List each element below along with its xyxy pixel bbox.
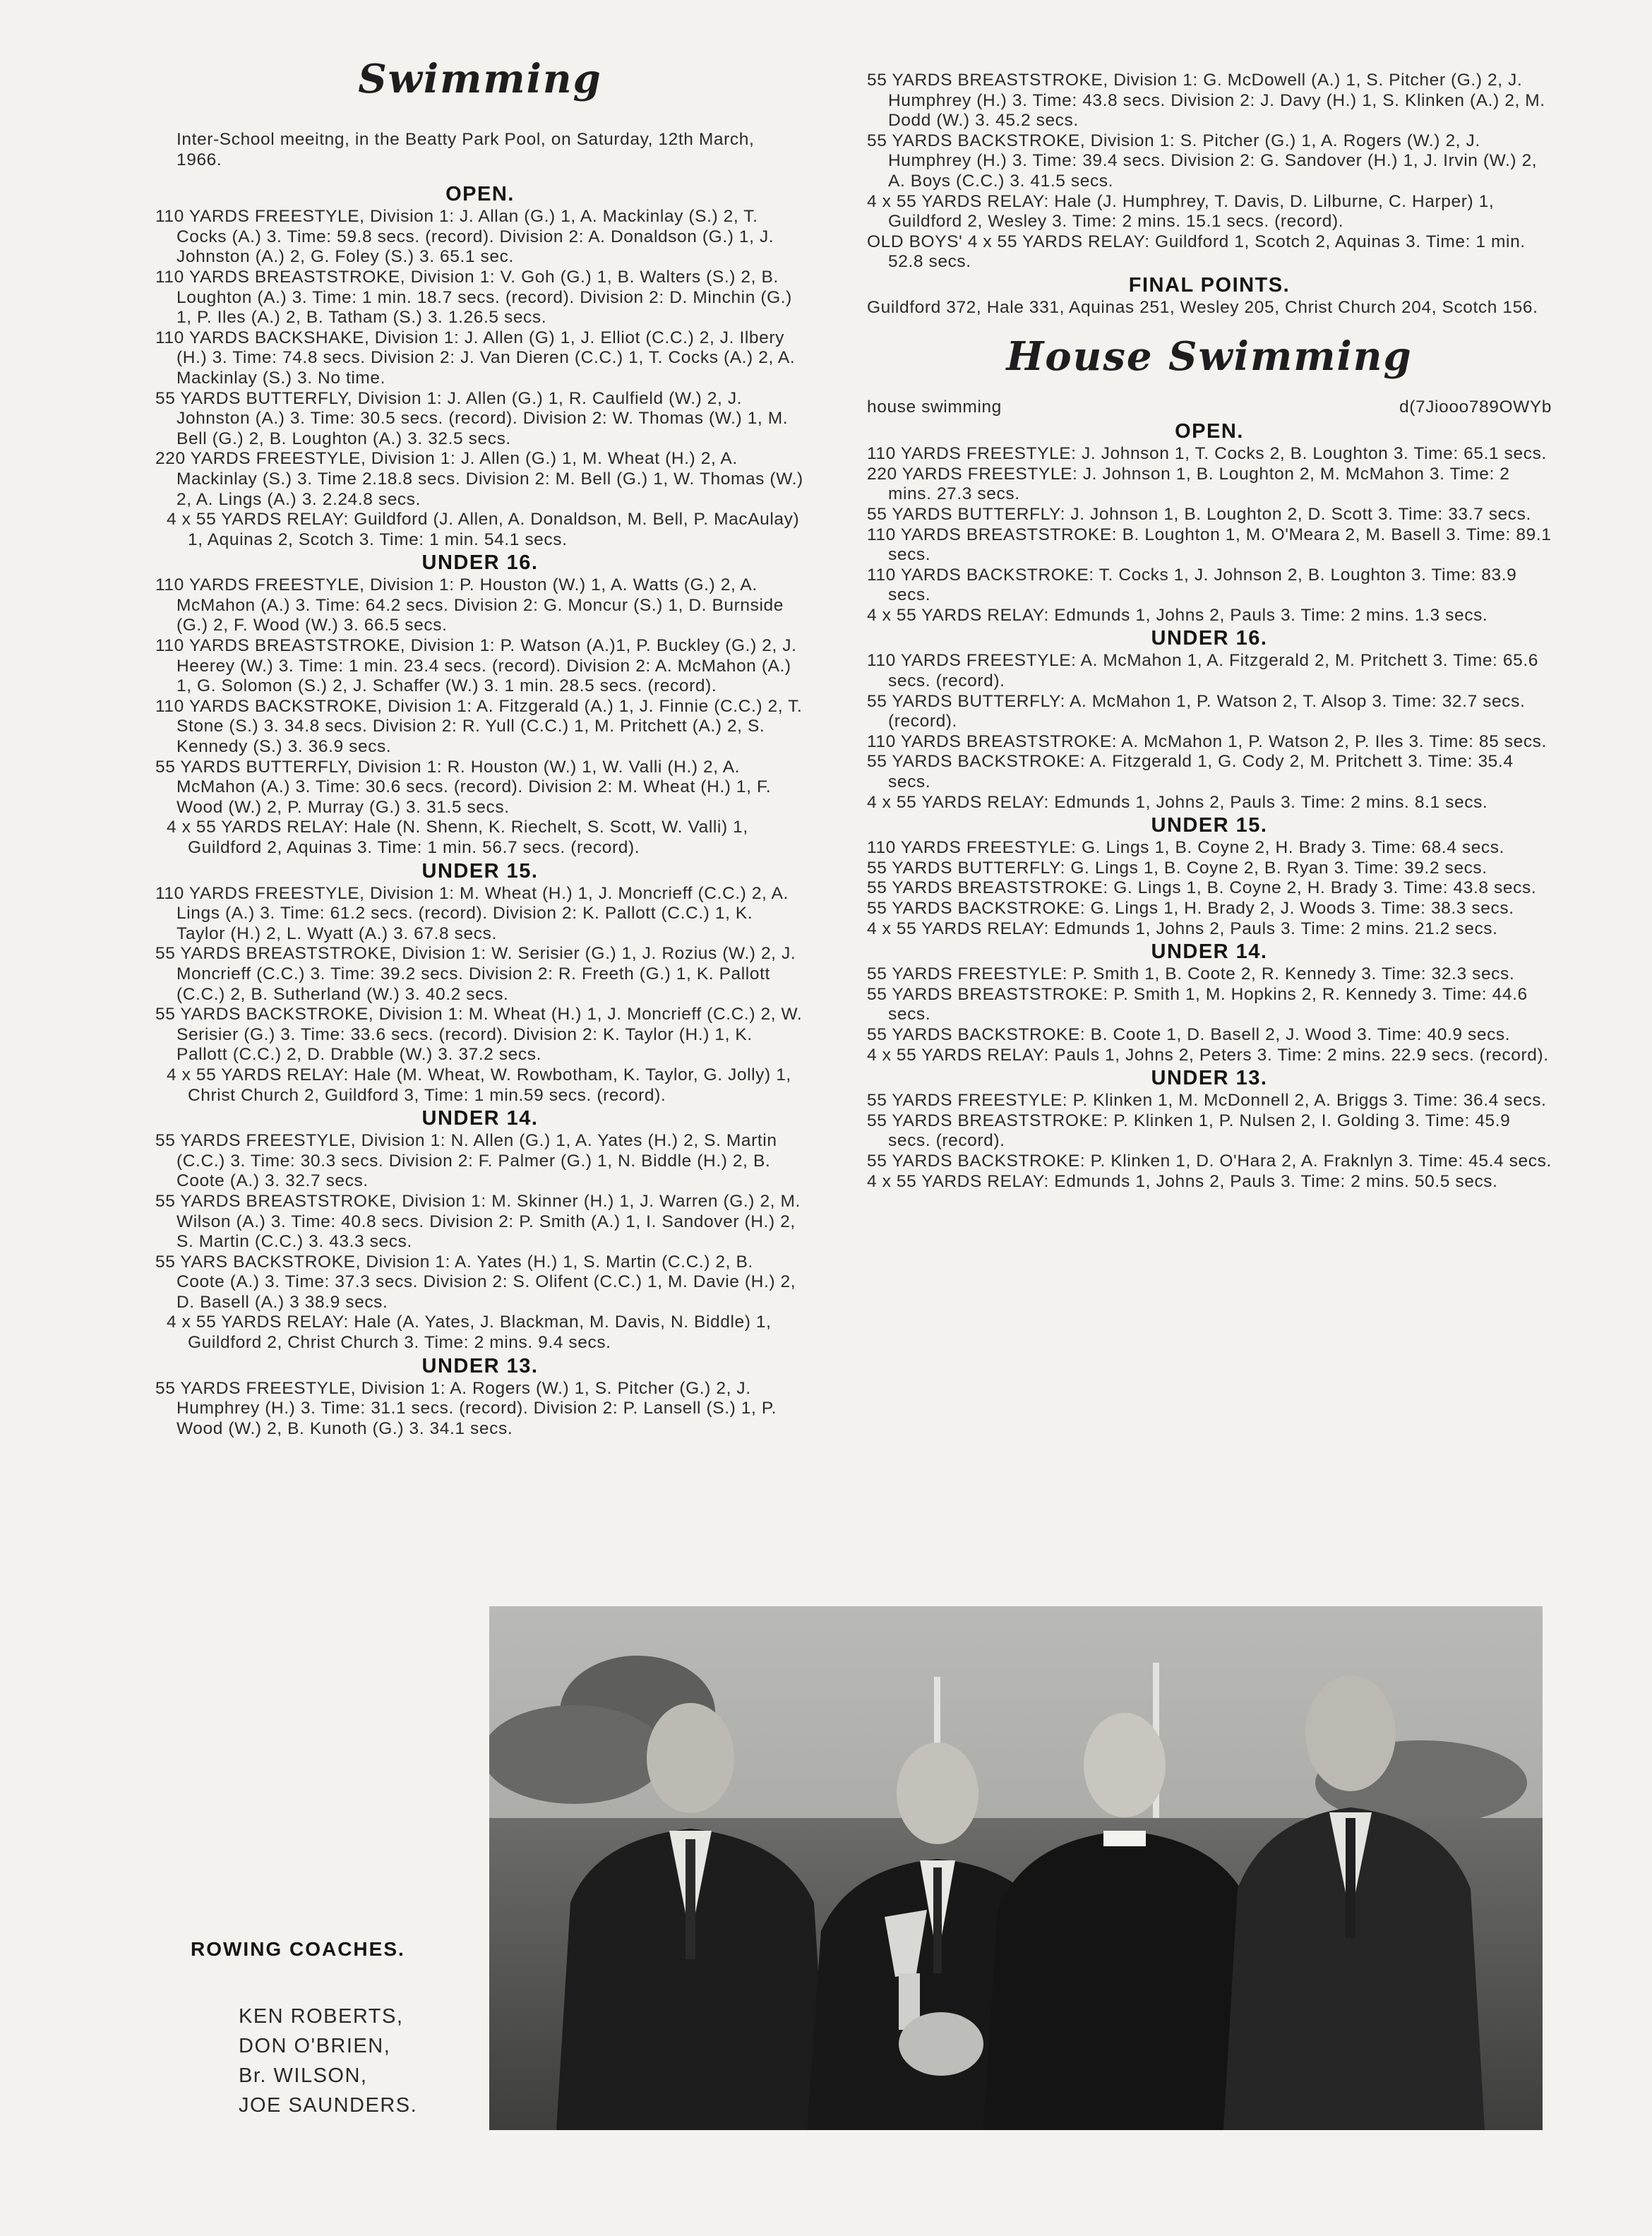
result-entry: 110 YARDS FREESTYLE, Division 1: P. Houston (W.) 1, A. Watts (G.) 2, A. McMahon (A.) 3. Time: 64.2 secs. Division 2: G. Moncur (S.) 1, D. Burnside (G.) 2, F. Wood (W.) 3. 66.5 secs. (155, 575, 784, 635)
result-entry: 4 x 55 YARDS RELAY: Edmunds 1, Johns 2, Pauls 3. Time: 2 mins. 21.2 secs. (867, 919, 1498, 938)
result-entry: 4 x 55 YARDS RELAY: Pauls 1, Johns 2, Peters 3. Time: 2 mins. 22.9 secs. (record). (867, 1045, 1549, 1065)
result-entry: 110 YARDS BREASTSTROKE, Division 1: V. Goh (G.) 1, B. Walters (S.) 2, B. Loughton (A.) 3. Time: 1 min. 18.7 secs. (record). Division 2: D. Minchin (G.) 1, P. Iles (A.) 2, B. Tatham (S.) 3. 1.26.5 secs. (155, 267, 792, 328)
result-entry: OLD BOYS' 4 x 55 YARDS RELAY: Guildford 1, Scotch 2, Aquinas 3. Time: 1 min. 52.8 secs. (867, 232, 1526, 272)
result-entry: 4 x 55 YARDS RELAY: Hale (M. Wheat, W. Rowbotham, K. Taylor, G. Jolly) 1, Christ Church 2, Guildford 3, Time: 1 min.59 secs. (record). (167, 1065, 791, 1105)
result-entry: 4 x 55 YARDS RELAY: Hale (A. Yates, J. Blackman, M. Davis, N. Biddle) 1, Guildford 2, Christ Church 3. Time: 2 mins. 9.4 secs. (167, 1313, 772, 1353)
result-entry: 55 YARDS BREASTSTROKE: P. Smith 1, M. Hopkins 2, R. Kennedy 3. Time: 44.6 secs. (867, 984, 1528, 1024)
under-15-heading: UNDER 15. (421, 859, 539, 883)
result-entry: 55 YARDS BREASTSTROKE: P. Klinken 1, P. Nulsen 2, I. Golding 3. Time: 45.9 secs. (record). (867, 1111, 1511, 1151)
result-entry: 220 YARDS FREESTYLE, Division 1: J. Allen (G.) 1, M. Wheat (H.) 2, A. Mackinlay (S.) 3. Time 2.18.8 secs. Division 2: M. Bell (G.) 1, W. Thomas (W.) 2, A. Lings (A.) 3. 2.24.8 secs. (155, 449, 803, 509)
result-entry: 55 YARDS FREESTYLE, Division 1: A. Rogers (W.) 1, S. Pitcher (G.) 2, J. Humphrey (H.) 3. Time: 31.1 secs. (record). Division 2: P. Lansell (S.) 1, P. Wood (W.) 2, B. Kunoth (G.) 3. 34.1 secs. (155, 1378, 777, 1438)
house-under-16-heading: UNDER 16. (1151, 627, 1268, 650)
result-entry: 55 YARDS BREASTSTROKE, Division 1: M. Skinner (H.) 1, J. Warren (G.) 2, M. Wilson (A.) 3. Time: 40.8 secs. Division 2: P. Smith (A.) 1, I. Sandover (H.) 2, S. Martin (C.C.) 3. 43.3 secs. (155, 1191, 801, 1252)
photo-illustration (489, 1606, 1543, 2130)
result-entry: 110 YARDS BREASTSTROKE, Division 1: P. Watson (A.)1, P. Buckley (G.) 2, J. Heerey (W.) 3. Time: 1 min. 23.4 secs. (record). Division 2: A. McMahon (A.) 1, G. Solomon (S.) 2, J. Schaffer (W.) 3. 1 min. 28.5 secs. (record). (155, 636, 797, 696)
result-entry: 55 YARDS BUTTERFLY, Division 1: J. Allen (G.) 1, R. Caulfield (W.) 2, J. Johnston (A.) 3. Time: 30.5 secs. (record). Division 2: W. Thomas (W.) 1, M. Bell (G.) 2, B. Loughton (A.) 3. 32.5 secs. (155, 388, 789, 448)
under-16-heading: UNDER 16. (421, 551, 539, 575)
house-under-14-heading: UNDER 14. (1151, 940, 1268, 964)
result-entry: 55 YARDS BUTTERFLY: A. McMahon 1, P. Watson 2, T. Alsop 3. Time: 32.7 secs. (record). (867, 691, 1526, 731)
house-note-left: house swimming (867, 397, 1002, 417)
result-entry: 55 YARDS FREESTYLE, Division 1: N. Allen (G.) 1, A. Yates (H.) 2, S. Martin (C.C.) 3. Time: 30.3 secs. Division 2: F. Palmer (G.) 1, N. Biddle (H.) 2, B. Coote (A.) 3. 32.7 secs. (155, 1131, 777, 1191)
swimming-heading: Swimming (358, 56, 602, 102)
caption-name: Br. WILSON, (239, 2064, 368, 2087)
result-entry: 55 YARDS BUTTERFLY, Division 1: R. Houston (W.) 1, W. Valli (H.) 2, A. McMahon (A.) 3. Time: 30.6 secs. (record). Division 2: M. Wheat (H.) 1, F. Wood (W.) 2, P. Murray (G.) 3. 31.5 secs. (155, 757, 772, 817)
result-entry: 110 YARDS FREESTYLE, Division 1: J. Allan (G.) 1, A. Mackinlay (S.) 2, T. Cocks (A.) 3. Time: 59.8 secs. (record). Division 2: A. Donaldson (G.) 1, J. Johnston (A.) 2, G. Foley (S.) 3. 65.1 sec. (155, 207, 774, 267)
photo-caption (191, 1938, 445, 2120)
result-entry: 55 YARDS BREASTSTROKE, Division 1: W. Serisier (G.) 1, J. Rozius (W.) 2, J. Moncrieff (C.C.) 3. Time: 39.2 secs. Division 2: R. Freeth (G.) 1, K. Pallott (C.C.) 2, B. Sutherland (W.) 3. 40.2 secs. (155, 944, 796, 1004)
result-entry: 110 YARDS BACKSTROKE, Division 1: A. Fitzgerald (A.) 1, J. Finnie (C.C.) 2, T. Stone (S.) 3. 34.8 secs. Division 2: R. Yull (C.C.) 1, M. Pritchett (A.) 2, S. Kennedy (S.) 3. 36.9 secs. (155, 696, 803, 757)
result-entry: 110 YARDS BACKSTROKE: T. Cocks 1, J. Johnson 2, B. Loughton 3. Time: 83.9 secs. (867, 565, 1517, 605)
result-entry: 55 YARDS BACKSTROKE, Division 1: M. Wheat (H.) 1, J. Moncrieff (C.C.) 2, W. Serisier (G.) 3. Time: 33.6 secs. (record). Division 2: K. Taylor (H.) 1, K. Pallott (C.C.) 2, D. Drabble (W.) 3. 37.2 secs. (155, 1005, 803, 1065)
under-13-heading: UNDER 13. (421, 1354, 539, 1377)
caption-name: KEN ROBERTS, (239, 2005, 404, 2028)
house-open-heading: OPEN. (1175, 420, 1244, 443)
result-entry: 4 x 55 YARDS RELAY: Hale (N. Shenn, K. Riechelt, S. Scott, W. Valli) 1, Guildford 2, Aquinas 3. Time: 1 min. 56.7 secs. (record). (167, 818, 748, 857)
result-entry: 55 YARDS BACKSTROKE: A. Fitzgerald 1, G. Cody 2, M. Pritchett 3. Time: 35.4 secs. (867, 752, 1514, 792)
caption-name: JOE SAUNDERS. (239, 2094, 418, 2117)
result-entry: 55 YARDS BACKSTROKE: P. Klinken 1, D. O'Hara 2, A. Fraknlyn 3. Time: 45.4 secs. (867, 1151, 1552, 1171)
result-entry: 55 YARDS BUTTERFLY: G. Lings 1, B. Coyne 2, B. Ryan 3. Time: 39.2 secs. (867, 858, 1488, 878)
rowing-coaches-photo (489, 1606, 1543, 2130)
result-entry: 110 YARDS BREASTSTROKE: B. Loughton 1, M. O'Meara 2, M. Basell 3. Time: 89.1 secs. (867, 525, 1552, 565)
final-points-heading: FINAL POINTS. (1128, 273, 1291, 297)
result-entry: 4 x 55 YARDS RELAY: Hale (J. Humphrey, T. Davis, D. Lilburne, C. Harper) 1, Guildford 2, Wesley 3. Time: 2 mins. 15.1 secs. (record). (867, 191, 1495, 232)
under-14-heading: UNDER 14. (421, 1107, 539, 1130)
result-entry: 55 YARS BACKSTROKE, Division 1: A. Yates (H.) 1, S. Martin (C.C.) 2, B. Coote (A.) 3. Time: 37.3 secs. Division 2: S. Olifent (C.C.) 1, M. Davie (H.) 2, D. Basell (A.) 3 38.9 secs. (155, 1252, 796, 1312)
result-entry: 55 YARDS BACKSTROKE, Division 1: S. Pitcher (G.) 1, A. Rogers (W.) 2, J. Humphrey (H.) 3. Time: 39.4 secs. Division 2: G. Sandover (H.) 1, J. Irvin (W.) 2, A. Boys (C.C.) 3. 41.5 secs. (867, 131, 1538, 191)
result-entry: 55 YARDS FREESTYLE: P. Klinken 1, M. McDonnell 2, A. Briggs 3. Time: 36.4 secs. (867, 1091, 1547, 1111)
result-entry: 55 YARDS BREASTSTROKE, Division 1: G. McDowell (A.) 1, S. Pitcher (G.) 2, J. Humphrey (H.) 3. Time: 43.8 secs. Division 2: J. Davy (H.) 1, S. Klinken (A.) 2, M. Dodd (W.) 3. 45.2 secs. (867, 71, 1545, 131)
open-heading: OPEN. (445, 183, 515, 206)
result-entry: 55 YARDS BREASTSTROKE: G. Lings 1, B. Coyne 2, H. Brady 3. Time: 43.8 secs. (867, 878, 1537, 898)
left-column (155, 56, 805, 1439)
result-entry: 55 YARDS FREESTYLE: P. Smith 1, B. Coote 2, R. Kennedy 3. Time: 32.3 secs. (867, 964, 1515, 984)
result-entry: 55 YARDS BACKSTROKE: G. Lings 1, H. Brady 2, J. Woods 3. Time: 38.3 secs. (867, 899, 1514, 918)
result-entry: 4 x 55 YARDS RELAY: Guildford (J. Allen, A. Donaldson, M. Bell, P. MacAulay) 1, Aquinas 2, Scotch 3. Time: 1 min. 54.1 secs. (167, 510, 800, 549)
result-entry: 55 YARDS BACKSTROKE: B. Coote 1, D. Basell 2, J. Wood 3. Time: 40.9 secs. (867, 1024, 1511, 1044)
result-entry: 110 YARDS BREASTSTROKE: A. McMahon 1, P. Watson 2, P. Iles 3. Time: 85 secs. (867, 731, 1547, 751)
swimming-intro: Inter-School meeitng, in the Beatty Park Pool, on Saturday, 12th March, 1966. (176, 130, 755, 169)
result-entry: 4 x 55 YARDS RELAY: Edmunds 1, Johns 2, Pauls 3. Time: 2 mins. 1.3 secs. (867, 605, 1488, 625)
result-entry: 110 YARDS FREESTYLE, Division 1: M. Wheat (H.) 1, J. Moncrieff (C.C.) 2, A. Lings (A.) 3. Time: 61.2 secs. (record). Division 2: K. Pallott (C.C.) 1, K. Taylor (H.) 2, L. Wyatt (A.) 3. 67.8 secs. (155, 883, 789, 943)
result-entry: 110 YARDS FREESTYLE: A. McMahon 1, A. Fitzgerald 2, M. Pritchett 3. Time: 65.6 secs. (record). (867, 651, 1538, 691)
house-under-15-heading: UNDER 15. (1151, 814, 1268, 837)
house-note-right: d(7Jiooo789OWYb (1399, 397, 1552, 417)
result-entry: 4 x 55 YARDS RELAY: Edmunds 1, Johns 2, Pauls 3. Time: 2 mins. 50.5 secs. (867, 1171, 1498, 1191)
house-note-row (867, 397, 1552, 418)
result-entry: 55 YARDS BUTTERFLY: J. Johnson 1, B. Loughton 2, D. Scott 3. Time: 33.7 secs. (867, 504, 1531, 524)
result-entry: 110 YARDS FREESTYLE: J. Johnson 1, T. Cocks 2, B. Loughton 3. Time: 65.1 secs. (867, 444, 1547, 464)
result-entry: 220 YARDS FREESTYLE: J. Johnson 1, B. Loughton 2, M. McMahon 3. Time: 2 mins. 27.3 secs. (867, 464, 1510, 504)
caption-name: DON O'BRIEN, (239, 2035, 391, 2057)
right-column (867, 71, 1552, 1192)
caption-title: ROWING COACHES. (191, 1938, 405, 1960)
final-points-text: Guildford 372, Hale 331, Aquinas 251, Wesley 205, Christ Church 204, Scotch 156. (867, 297, 1538, 317)
result-entry: 110 YARDS BACKSHAKE, Division 1: J. Allen (G) 1, J. Elliot (C.C.) 2, J. Ilbery (H.) 3. Time: 74.8 secs. Division 2: J. Van Dieren (C.C.) 1, T. Cocks (A.) 2, A. Mackinlay (S.) 3. No time. (155, 328, 796, 388)
house-swimming-heading: House Swimming (1006, 333, 1413, 380)
result-entry: 4 x 55 YARDS RELAY: Edmunds 1, Johns 2, Pauls 3. Time: 2 mins. 8.1 secs. (867, 792, 1488, 812)
result-entry: 110 YARDS FREESTYLE: G. Lings 1, B. Coyne 2, H. Brady 3. Time: 68.4 secs. (867, 838, 1505, 858)
house-under-13-heading: UNDER 13. (1151, 1067, 1268, 1090)
